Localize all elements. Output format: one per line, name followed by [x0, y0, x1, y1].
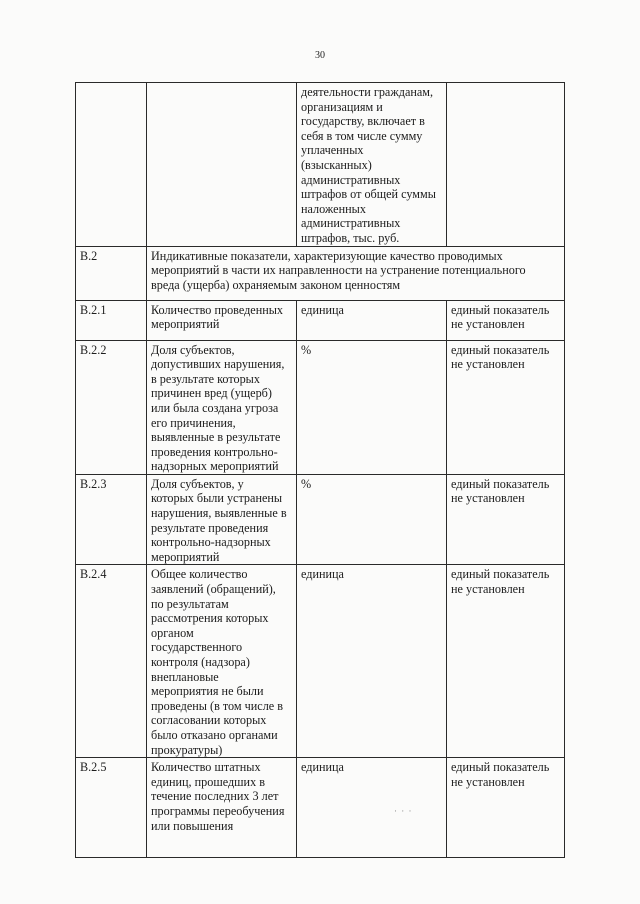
row-code: В.2.3: [76, 474, 147, 565]
row-code: В.2.4: [76, 565, 147, 758]
section-title: Индикативные показатели, характеризующие качество проводимых мероприятий в части их направленности на устранение потенциального вреда (ущерба) охраняемым законом ценностям: [147, 246, 565, 300]
table-row: [76, 340, 565, 474]
row-value: единый показатель не установлен: [447, 474, 565, 565]
table-row: [76, 758, 565, 858]
row-name: [147, 83, 297, 247]
row-unit: деятельности гражданам, организациям и государству, включает в себя в том числе сумму уплаченных (взысканных) административных штрафов от общей суммы наложенных административных штрафов, тыс. руб.: [297, 83, 447, 247]
row-code: В.2.2: [76, 340, 147, 474]
table-row: [76, 565, 565, 758]
scan-speck: · · ·: [394, 806, 413, 816]
row-code: В.2.1: [76, 300, 147, 340]
row-value: [447, 83, 565, 247]
row-value: единый показатель не установлен: [447, 758, 565, 858]
table-row: [76, 474, 565, 565]
section-code: В.2: [76, 246, 147, 300]
row-name: Доля субъектов, у которых были устранены нарушения, выявленные в результате проведения контрольно-надзорных мероприятий: [147, 474, 297, 565]
row-name: Доля субъектов, допустивших нарушения, в результате которых причинен вред (ущерб) или была создана угроза его причинения, выявленные в результате проведения контрольно- надзорных мероприятий: [147, 340, 297, 474]
row-unit: единица: [297, 300, 447, 340]
row-code: В.2.5: [76, 758, 147, 858]
table-row: [76, 83, 565, 247]
table-row: [76, 300, 565, 340]
row-unit: единица: [297, 758, 447, 858]
indicators-table: [75, 82, 565, 858]
row-unit: %: [297, 474, 447, 565]
row-name: Количество проведенных мероприятий: [147, 300, 297, 340]
page-number: 30: [315, 50, 325, 61]
row-name: Количество штатных единиц, прошедших в течение последних 3 лет программы переобучения или повышения: [147, 758, 297, 858]
row-value: единый показатель не установлен: [447, 340, 565, 474]
row-name: Общее количество заявлений (обращений), по результатам рассмотрения которых органом государственного контроля (надзора) внеплановые мероприятия не были проведены (в том числе в согласовании которых было отказано органами прокуратуры): [147, 565, 297, 758]
row-code: [76, 83, 147, 247]
row-value: единый показатель не установлен: [447, 565, 565, 758]
row-unit: %: [297, 340, 447, 474]
section-row: [76, 246, 565, 300]
row-unit: единица: [297, 565, 447, 758]
row-value: единый показатель не установлен: [447, 300, 565, 340]
